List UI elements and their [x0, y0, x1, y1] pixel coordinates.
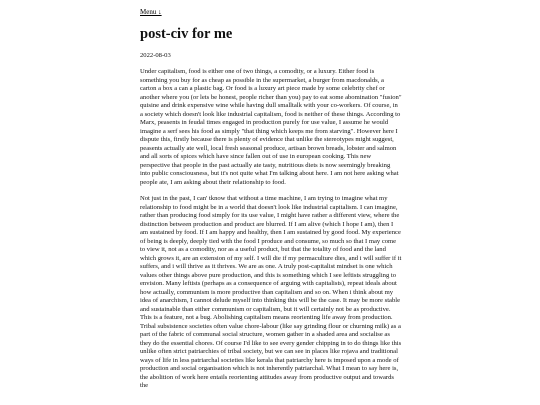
- post-title: post-civ for me: [140, 26, 233, 42]
- menu-toggle-link[interactable]: Menu ↓: [140, 8, 162, 16]
- paragraph: Under capitalism, food is either one of two things, a comodity, or a luxury. Either food is something you buy for as cheap as possible in the supermarket, a burger from macdonalds, a carton a box a can a plastic bag. Or food is a luxury art piece made by some celebrity chef or another where you (or lets be honest, people richer than you) pay to eat some abomination "fusion" quisine and drink expensive wine while having dull smalltalk with your co-workers. Of course, in a society which doesn't look like industrial capitalism, food is neither of these things. According to Marx, peasents in feudal times engaged in production purely for use value, I assume he would imagine a serf sees his food as simply "that thing which keeps me from starving". However here I dispute this, firstly because there is plenty of evidence that unlike the stereotypes might suggest, peasents actually ate well, local fresh seasonal produce, artisan brown breads, lobster and salmon and all sorts of spices which have since fallen out of use in european cooking. This new perspective that people in the past actually ate tasty, nutritious diets is now seemingly breaking into public consciousness, but it's not quite what I'm talking about here. I am not here asking what people ate, I am asking about their relationship to food.: [140, 68, 402, 186]
- post-date: 2022-08-03: [140, 52, 171, 59]
- paragraph: Not just in the past, I can' tknow that without a time machine, I am trying to imagine what my relationship to food might be in a world that doesn't look like industrial capitalism. I can imagine, rather than producing food simply for its use value, I might have rather a different view, where the distinction between production and product are blurred. If I am alive (which I hope I am), then I am sustained by food. If I am happy and healthy, then I am sustained by good food. My experience of being is deeply, deeply tied with the food I produce and consume, so much so that I may come to view it, not as a comodity, nor as a useful product, but that the totality of food and the land which grows it, are an extension of my self. I will die if my permaculture dies, and i will suffer if it suffers, and i will thrive as it thrives. We are as one. A truly post-capitalist mindset is one which values other things above pure production, and this is something which I see leftists struggling to envision. Many leftists (perhaps as a consequence of arguing with capitalists), repeat ideals about how actually, communism is more productive than capitalism and so on. When i think about my idea of anarchism, I cannot delude myself into thinking this will be the case. It may be more stable and sustainable than either communism or capitalism, but it will certainly not be as productive. This is a feature, not a bug. Abolishing capitalism means reorienting life away from production. Tribal subsistence societies often value chore-labour (like say grinding flour or churning milk) as a part of the fabric of communal social structure, women gather in a shaded area and socialise as they do the essential chores. Of course I'd like to see every gender chipping in to do things like this unlike often strict patriarchies of tribal society, but we can see in places like rojava and traditional ways of life in less patriarchal societies like kerala that patriarchy here is imposed upon a mode of production and social organisation which is not inherently patriarchal. What I mean to say here is, the abolition of work here entails reorienting attitudes away from productive output and towards the: [140, 195, 402, 389]
- post-body: [140, 68, 402, 399]
